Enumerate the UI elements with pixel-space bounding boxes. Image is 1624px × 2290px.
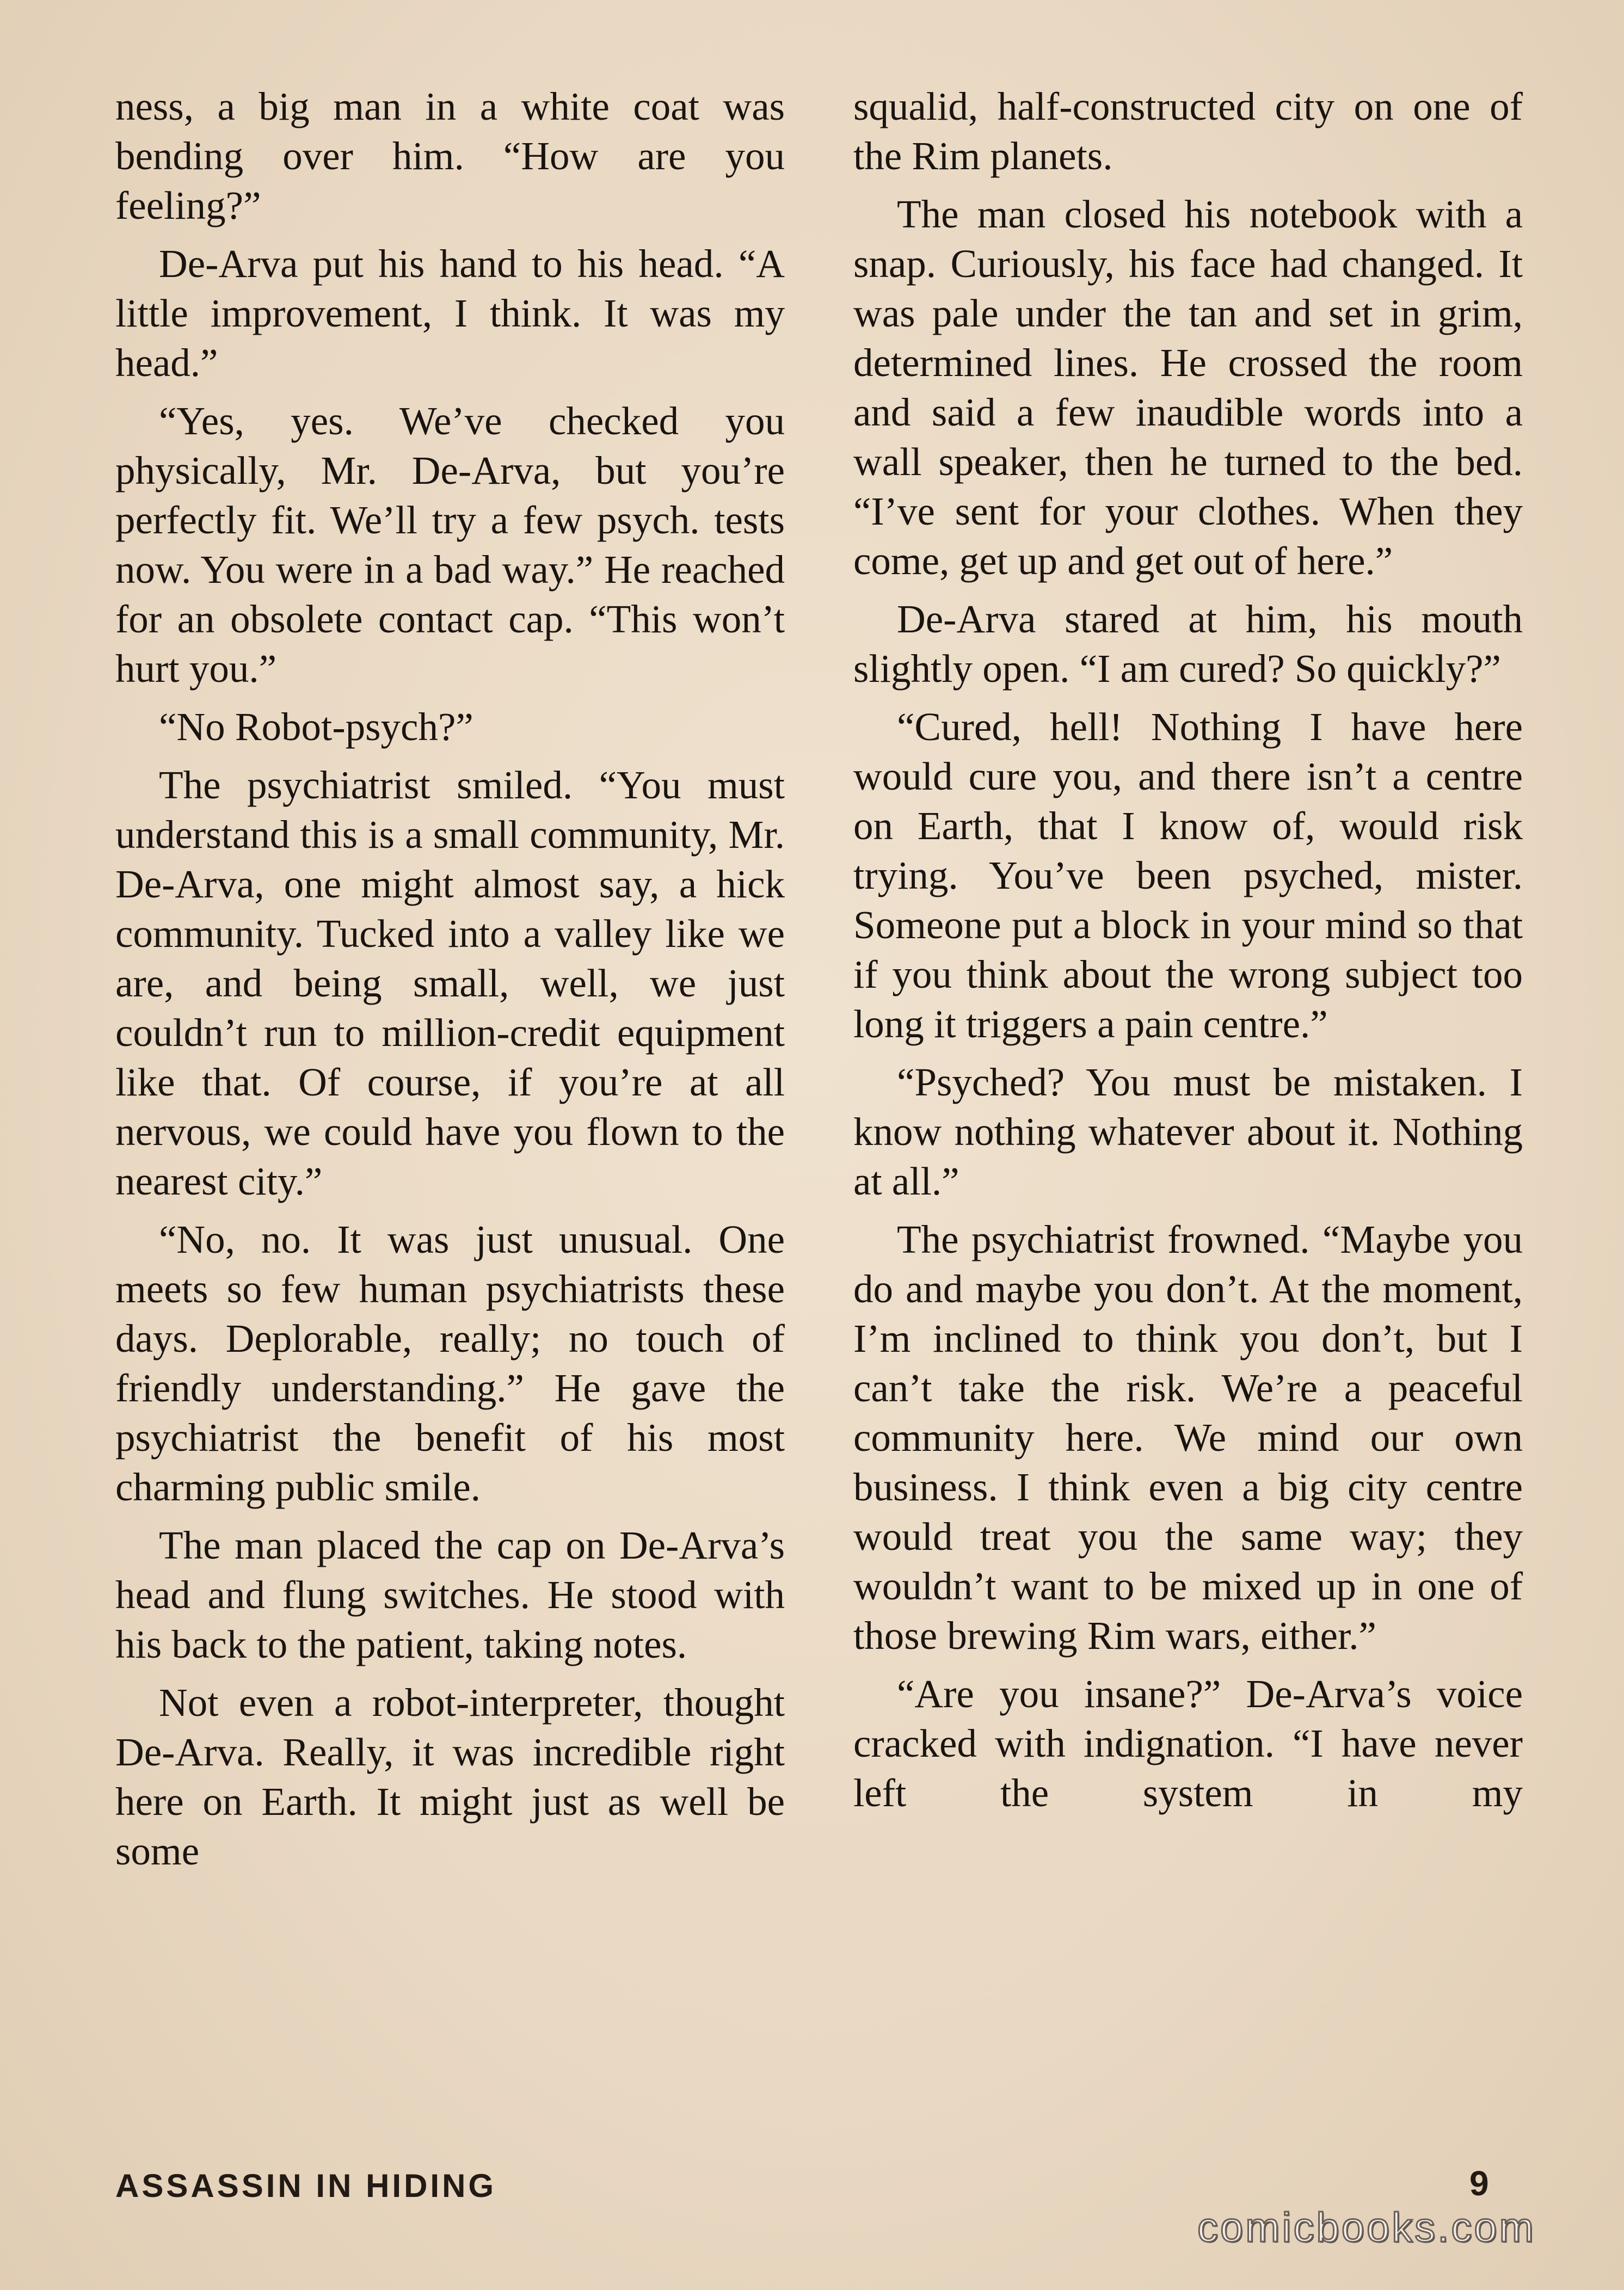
paragraph: “Psyched? You must be mistaken. I know nothing whatever about it. Nothing at all.” xyxy=(853,1060,1523,1203)
paragraph: De-Arva stared at him, his mouth slightly open. “I am cured? So quickly?” xyxy=(853,597,1523,691)
paragraph: squalid, half-constructed city on one of the Rim planets. xyxy=(853,84,1523,178)
right-text-column xyxy=(853,82,1523,1826)
paragraph: “Cured, hell! Nothing I have here would cure you, and there isn’t a centre on Earth, that I know of, would risk trying. You’ve been psyched, mister. Someone put a block in your mind so that if you think about the wrong subject too long it triggers a pain centre.” xyxy=(853,705,1523,1046)
running-footer-title: ASSASSIN IN HIDING xyxy=(115,2168,497,2204)
left-text-column xyxy=(115,82,785,1885)
paragraph: “Yes, yes. We’ve checked you physically, Mr. De-Arva, but you’re perfectly fit. We’ll try a few psych. tests now. You were in a bad way.” He reached for an obsolete contact cap. “This won’t hurt you.” xyxy=(115,399,785,691)
paragraph: “No Robot-psych?” xyxy=(159,705,473,749)
watermark-logo: comicbooks.com xyxy=(1197,2205,1536,2251)
paragraph: The man closed his notebook with a snap. Curiously, his face had changed. It was pale under the tan and set in grim, determined lines. He crossed the room and said a few inaudible words into a wall speaker, then he turned to the bed. “I’ve sent for your clothes. When they come, get up and get out of here.” xyxy=(853,192,1523,583)
paragraph: “Are you insane?” De-Arva’s voice cracked with indignation. “I have never left the system in my xyxy=(853,1672,1523,1815)
paragraph: ness, a big man in a white coat was bending over him. “How are you feeling?” xyxy=(115,84,785,227)
paragraph: The psychiatrist frowned. “Maybe you do and maybe you don’t. At the moment, I’m inclined to think you don’t, but I can’t take the risk. We’re a peaceful community here. We mind our own business. I think even a big city centre would treat you the same way; they wouldn’t want to be mixed up in one of those brewing Rim wars, either.” xyxy=(853,1217,1523,1658)
paragraph: Not even a robot-interpreter, thought De-Arva. Really, it was incredible right here on Earth. It might just as well be some xyxy=(115,1680,785,1873)
paragraph: The man placed the cap on De-Arva’s head and flung switches. He stood with his back to the patient, taking notes. xyxy=(115,1523,785,1666)
paragraph: The psychiatrist smiled. “You must understand this is a small community, Mr. De-Arva, one might almost say, a hick community. Tucked into a valley like we are, and being small, well, we just couldn’t run to million-credit equipment like that. Of course, if you’re at all nervous, we could have you flown to the nearest city.” xyxy=(115,763,785,1203)
paragraph: “No, no. It was just unusual. One meets so few human psychiatrists these days. Deplorable, really; no touch of friendly understanding.” He gave the psychiatrist the benefit of his most charming public smile. xyxy=(115,1217,785,1509)
page-number: 9 xyxy=(1469,2164,1489,2203)
paragraph: De-Arva put his hand to his head. “A little improvement, I think. It was my head.” xyxy=(115,242,785,385)
